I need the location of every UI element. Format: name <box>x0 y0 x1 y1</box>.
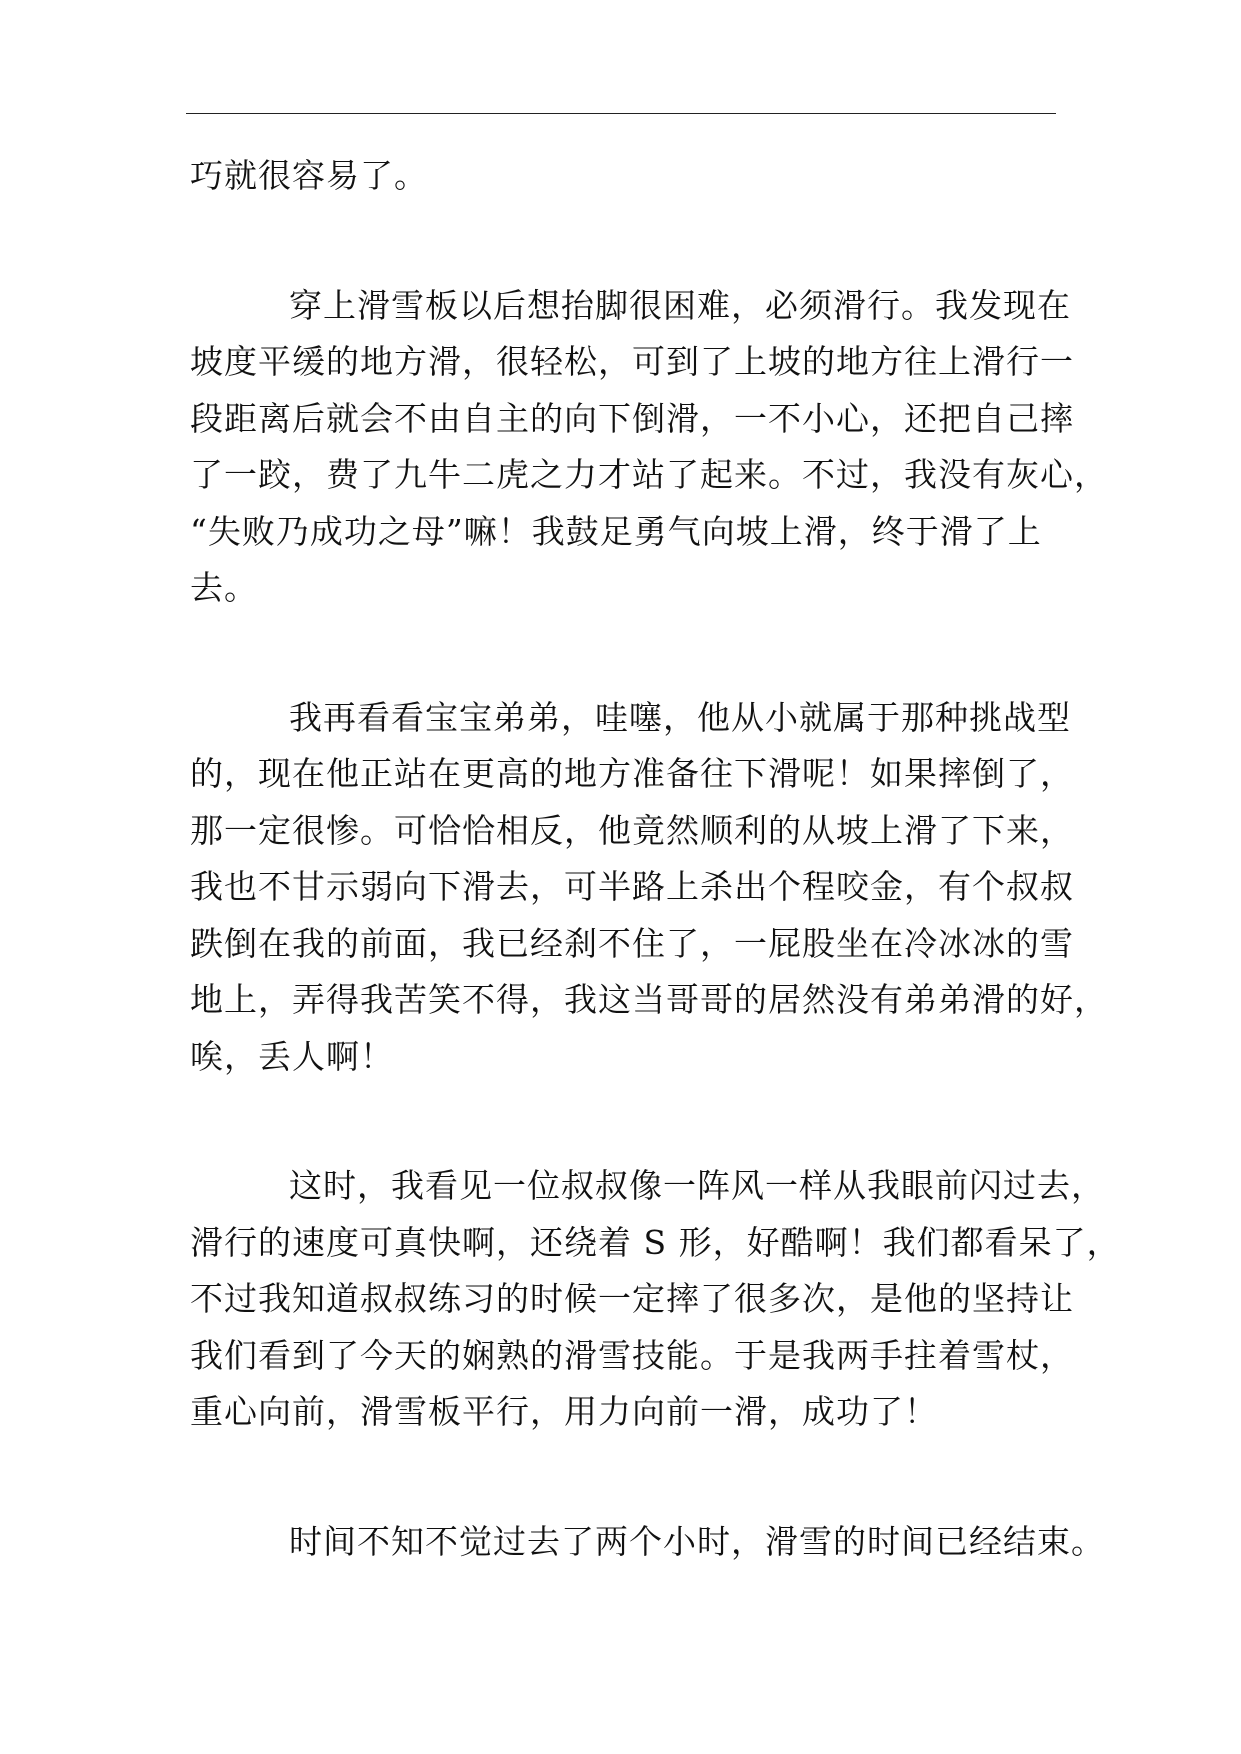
paragraph <box>190 1514 1105 1571</box>
text-line: 唉，丢人啊！ <box>190 1036 394 1076</box>
text-line: 滑行的速度可真快啊，还绕着 S 形，好酷啊！我们都看呆了， <box>190 1222 1121 1262</box>
text-line: 穿上滑雪板以后想抬脚很困难，必须滑行。我发现在 <box>289 285 1071 325</box>
page-body <box>190 148 1121 1570</box>
text-line: 那一定很惨。可恰恰相反，他竟然顺利的从坡上滑了下来， <box>190 810 1074 850</box>
text-line: 这时，我看见一位叔叔像一阵风一样从我眼前闪过去， <box>289 1166 1105 1205</box>
text-line: “失败乃成功之母”嘛！我鼓足勇气向坡上滑，终于滑了上 <box>190 511 1042 551</box>
text-line: 巧就很容易了。 <box>190 156 428 195</box>
text-line: 去。 <box>190 568 258 607</box>
text-line: 段距离后就会不由自主的向下倒滑，一不小心，还把自己摔 <box>190 398 1074 438</box>
text-line: 了一跤，费了九牛二虎之力才站了起来。不过，我没有灰心， <box>190 455 1108 494</box>
header-rule <box>186 113 1056 114</box>
paragraph-gap <box>190 1441 1090 1514</box>
text-line: 地上，弄得我苦笑不得，我这当哥哥的居然没有弟弟滑的好， <box>190 980 1108 1019</box>
text-line: 时间不知不觉过去了两个小时，滑雪的时间已经结束。 <box>289 1521 1105 1561</box>
text-line: 的，现在他正站在更高的地方准备往下滑呢！如果摔倒了， <box>190 754 1074 793</box>
paragraph <box>190 690 1108 1086</box>
paragraph <box>190 278 1108 617</box>
text-line: 我再看看宝宝弟弟，哇噻，他从小就属于那种挑战型 <box>289 697 1071 737</box>
paragraph-gap <box>190 205 1090 278</box>
paragraph-gap <box>190 617 1090 690</box>
text-line: 重心向前，滑雪板平行，用力向前一滑，成功了！ <box>190 1392 938 1431</box>
text-line: 跌倒在我的前面，我已经刹不住了，一屁股坐在冷冰冰的雪 <box>190 923 1074 963</box>
paragraph-gap <box>190 1085 1090 1158</box>
text-line: 我们看到了今天的娴熟的滑雪技能。于是我两手拄着雪杖， <box>190 1335 1074 1375</box>
text-line: 坡度平缓的地方滑，很轻松，可到了上坡的地方往上滑行一 <box>190 342 1074 381</box>
text-line: 不过我知道叔叔练习的时候一定摔了很多次，是他的坚持让 <box>190 1279 1074 1318</box>
paragraph <box>190 1158 1121 1441</box>
text-line: 我也不甘示弱向下滑去，可半路上杀出个程咬金，有个叔叔 <box>190 867 1074 906</box>
